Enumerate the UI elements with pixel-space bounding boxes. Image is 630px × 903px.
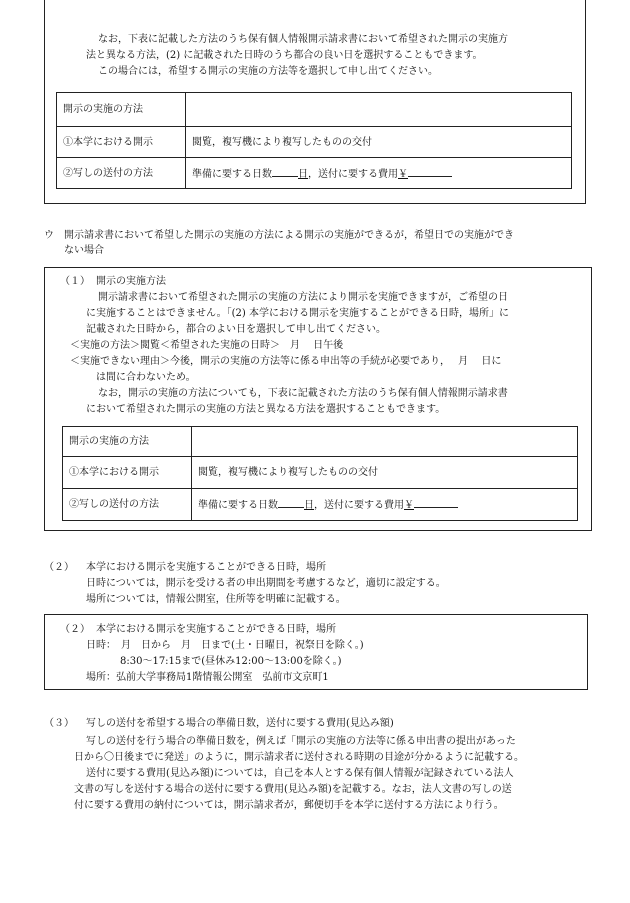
section2-line-2: 場所については，情報公開室，住所等を明確に記載する。 bbox=[86, 594, 346, 605]
box1-heading-num: （１） bbox=[60, 276, 90, 287]
section3-num: （３） bbox=[44, 718, 74, 729]
box1-line-1: 開示請求書において希望された開示の実施の方法により開示を実施できますが，ご希望の日 bbox=[98, 292, 508, 303]
top-method-table bbox=[56, 92, 572, 189]
section3-line-2: 日から〇日後までに発送」のように，開示請求者に送付される時期の目途が分かるように記載する。 bbox=[74, 752, 524, 763]
box2-place-line: 場所：弘前大学事務局1階情報公開室 弘前市文京町1 bbox=[86, 672, 329, 683]
section3-line-3: 送付に要する費用(見込み額)については，自己を本人とする保有個人情報が記録されている法人 bbox=[86, 768, 514, 779]
section2-title: 本学における開示を実施することができる日時，場所 bbox=[86, 562, 326, 573]
top-line-2: 法と異なる方法，(2) に記載された日時のうち都合の良い日を選択することもできます。 bbox=[86, 50, 483, 61]
section3-line-5: 付に要する費用の納付については，開示請求者が，郵便切手を本学に送付する方法により行う。 bbox=[74, 800, 504, 811]
box2-title: 本学における開示を実施することができる日時，場所 bbox=[96, 624, 336, 635]
section-u-line-2: ない場合 bbox=[44, 245, 104, 256]
box1-row2-value: 準備に要する日数 日，送付に要する費用￥ bbox=[192, 489, 578, 521]
top-row2-label: ②写しの送付の方法 bbox=[57, 158, 186, 189]
box1-method-table bbox=[62, 426, 578, 521]
days-blank bbox=[278, 496, 304, 508]
box1-line-5: ＜実施できない理由＞今後，開示の実施の方法等に係る申出等の手続が必要であり， 月 日に bbox=[70, 356, 502, 367]
top-table-header: 開示の実施の方法 bbox=[57, 93, 186, 127]
box1-line-8: において希望された開示の実施の方法と異なる方法を選択することもできます。 bbox=[86, 404, 446, 415]
box1-heading: 開示の実施方法 bbox=[96, 276, 166, 287]
section3-line-1: 写しの送付を行う場合の準備日数を，例えば「開示の実施の方法等に係る申出書の提出があった bbox=[86, 736, 516, 747]
box1-row1-label: ①本学における開示 bbox=[63, 457, 192, 489]
box1-line-6: は間に合わないため。 bbox=[96, 372, 196, 383]
top-row1-value: 閲覧，複写機により複写したものの交付 bbox=[186, 127, 572, 158]
box1-row2-label: ②写しの送付の方法 bbox=[63, 489, 192, 521]
section3-line-4: 文書の写しを送付する場合の送付に要する費用(見込み額)を記載する。なお，法人文書の写しの送 bbox=[74, 784, 512, 795]
section2-line-1: 日時については，開示を受ける者の申出期間を考慮するなど，適切に設定する。 bbox=[86, 578, 446, 589]
box1-line-4: ＜実施の方法＞閲覧＜希望された実施の日時＞ 月 日午後 bbox=[70, 340, 344, 351]
days-blank bbox=[272, 165, 298, 177]
box1-table-header: 開示の実施の方法 bbox=[63, 427, 192, 457]
section3-title: 写しの送付を希望する場合の準備日数，送付に要する費用(見込み額) bbox=[86, 718, 394, 729]
box1-row1-value: 閲覧，複写機により複写したものの交付 bbox=[192, 457, 578, 489]
box2-date-line: 日時： 月 日から 月 日まで(土・日曜日，祝祭日を除く。) bbox=[86, 640, 364, 651]
fee-blank bbox=[408, 165, 452, 177]
box1-table-header-empty bbox=[192, 427, 578, 457]
section-u-line-1: ウ 開示請求書において希望した開示の実施の方法による開示の実施ができるが，希望日での実施ができ bbox=[44, 230, 514, 241]
fee-blank bbox=[414, 496, 458, 508]
box1-line-3: 記載された日時から，都合のよい日を選択して申し出てください。 bbox=[86, 324, 386, 335]
top-row1-label: ①本学における開示 bbox=[57, 127, 186, 158]
top-row2-value: 準備に要する日数 日，送付に要する費用￥ bbox=[186, 158, 572, 189]
top-line-3: この場合には，希望する開示の実施の方法等を選択して申し出てください。 bbox=[98, 66, 438, 77]
section2-num: （２） bbox=[44, 562, 74, 573]
top-table-header-empty bbox=[186, 93, 572, 127]
top-line-1: なお，下表に記載した方法のうち保有個人情報開示請求書において希望された開示の実施方 bbox=[98, 34, 508, 45]
box2-time-line: 8:30～17:15まで(昼休み12:00～13:00を除く。) bbox=[120, 656, 342, 667]
box1-line-2: に実施することはできません。「(2) 本学における開示を実施することができる日時，場所」に bbox=[86, 308, 509, 319]
box1-line-7: なお，開示の実施の方法についても，下表に記載された方法のうち保有個人情報開示請求書 bbox=[98, 388, 508, 399]
box2-num: （２） bbox=[60, 624, 90, 635]
